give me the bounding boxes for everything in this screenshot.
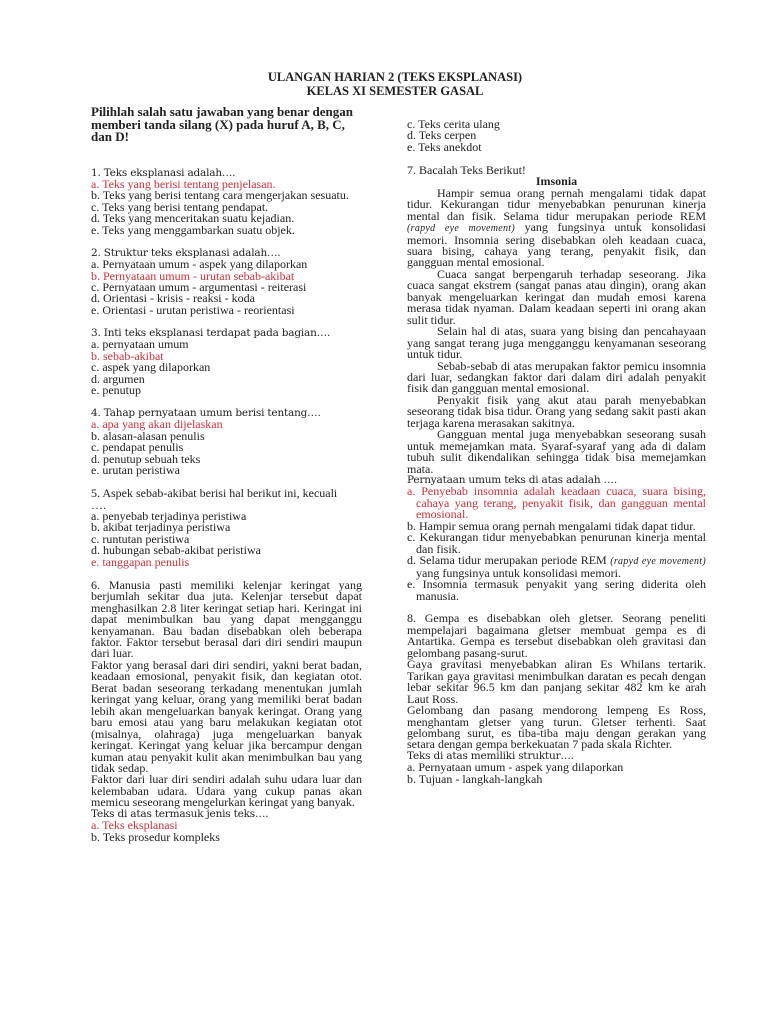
question-6 (91, 577, 362, 844)
option-c[interactable]: c. Teks yang berisi tentang pendapat. (91, 199, 269, 214)
instructions: Pilihlah salah satu jawaban yang benar dengan memberi tanda silang (X) pada huruf A, B, C, dan D! (91, 104, 353, 144)
question-1 (91, 168, 362, 237)
option-e[interactable]: e. penutup (91, 383, 141, 398)
question-stem: 2. Struktur teks eksplanasi adalah…. (91, 246, 281, 259)
text: d. Selama tidur merupakan periode REM (407, 553, 611, 568)
question-stem: Pernyataan umum teks di atas adalah …. (407, 474, 617, 487)
question-stem: 4. Tahap pernyataan umum berisi tentang…. (91, 406, 321, 419)
option-c[interactable]: c. Teks cerita ulang (407, 117, 500, 131)
option-c[interactable]: c. pendapat penulis (91, 440, 184, 455)
passage-paragraph: Gaya gravitasi menyebabkan aliran Es Whilans tertarik. Tarikan gaya gravitasi menimbulkan daratan es pecah dengan lebar sekitar 96.5 km dan panjang sekitar 482 km ke arah Laut Ross. (407, 657, 706, 706)
option-b[interactable]: b. Hampir semua orang pernah mengalami tidak dapat tidur. (407, 518, 696, 533)
option-a-answer[interactable]: a. Teks yang berisi tentang penjelasan. (91, 176, 276, 191)
passage-paragraph (407, 185, 707, 270)
question-stem: 1. Teks eksplanasi adalah…. (91, 166, 236, 179)
option-a-answer[interactable]: a. Penyebab insomnia adalah keadaan cuaca, suara bising, cahaya yang terang, penyakit fisik, dan gangguan mental emosional. (407, 484, 706, 522)
page-title (0, 70, 768, 98)
option-d[interactable] (407, 555, 706, 579)
passage-title: Imsonia (535, 174, 578, 189)
passage-paragraph: 8. Gempa es disebabkan oleh gletser. Seorang peneliti mempelajari bagaimana gletser membuat gempa es di Antartika. Gempa es tersebut disebabkan oleh gravitasi dan gelombang pasang-surut. (407, 611, 706, 660)
option-b[interactable]: b. Teks prosedur kompleks (91, 829, 220, 844)
question-intro: 7. Bacalah Teks Berikut! (407, 162, 526, 177)
passage-paragraph: Gangguan mental juga menyebabkan seseorang susah untuk memejamkan mata. Syaraf-syaraf yang ada di dalam tubuh sulit dikendalikan sehingga tidak bisa memejamkan mata. (407, 427, 706, 476)
option-d[interactable]: d. hubungan sebab-akibat peristiwa (91, 543, 261, 558)
question-stem: 5. Aspek sebab-akibat berisi hal berikut ini, kecuali …. (91, 486, 338, 512)
question-8 (407, 613, 706, 785)
passage-paragraph: Cuaca sangat berpengaruh terhadap seseorang. Jika cuaca sangat ekstrem (sangat panas atau dingin), orang akan banyak mengeluarkan keringat dan mudah emosi karena merasa tidak nyaman. Dalam keadaan seperti ini orang akan sulit tidur. (407, 266, 706, 327)
passage-paragraph: Faktor yang berasal dari diri sendiri, yakni berat badan, keadaan emosional, penyakit fisik, dan kegiatan otot. Berat badan seseorang terkadang menentukan jumlah keringat yang keluar, orang yang memiliki berat badan lebih akan mengeluarkan banyak keringat. Orang yang baru emosi atau yang baru melakukan kegiatan otot (misalnya, olahraga) juga mengeluarkan banyak keringat. Keringat yang keluar jika bercampur dengan kuman atau penyakit kulit akan menimbulkan bau yang tidak sedap. (91, 657, 362, 775)
option-d[interactable]: d. Teks cerpen (407, 128, 477, 143)
option-b[interactable]: b. alasan-alasan penulis (91, 428, 205, 443)
option-e[interactable]: e. Orientasi - urutan peristiwa - reorientasi (91, 302, 295, 317)
option-e[interactable]: e. Teks yang menggambarkan suatu objek. (91, 222, 295, 237)
option-a[interactable]: a. pernyataan umum (91, 337, 189, 352)
option-a[interactable]: a. penyebab terjadinya peristiwa (91, 509, 247, 524)
passage-paragraph: Faktor dari luar diri sendiri adalah suhu udara luar dan kelembaban udara. Udara yang cukup panas akan memicu seseorang mengelurkan keringat yang banyak. (91, 772, 362, 810)
option-e[interactable]: e. Insomnia termasuk penyakit yang sering diderita oleh manusia. (407, 577, 706, 603)
right-column (407, 119, 706, 785)
option-d[interactable]: d. Orientasi - krisis - reaksi - koda (91, 291, 255, 306)
option-b[interactable]: b. Teks yang berisi tentang cara mengerjakan sesuatu. (91, 188, 349, 203)
option-b[interactable]: b. akibat terjadinya peristiwa (91, 520, 231, 535)
question-6-continued (407, 119, 706, 153)
question-stem: 3. Inti teks eksplanasi terdapat pada bagian…. (91, 326, 331, 339)
passage-paragraph: Selain hal di atas, suara yang bising dan pencahayaan yang sangat terang juga mengganggu kenyamanan seseorang untuk tidur. (407, 324, 706, 362)
option-e[interactable]: e. urutan peristiwa (91, 463, 180, 478)
text: Hampir semua orang pernah mengalami tidak dapat tidur. Kekurangan tidur menyebabkan penurunan kinerja mental dan fisik. Selama tidur merupakan periode REM (407, 185, 706, 223)
option-b-answer[interactable]: b. Pernyataan umum - urutan sebab-akibat (91, 268, 295, 283)
question-3 (91, 328, 362, 397)
option-a-answer[interactable]: a. apa yang akan dijelaskan (91, 417, 223, 432)
question-2 (91, 248, 362, 317)
option-d[interactable]: d. argumen (91, 371, 145, 386)
question-4 (91, 408, 362, 477)
emphasis: (rapyd eye movement) (407, 223, 516, 235)
title-line-1: ULANGAN HARIAN 2 (TEKS EKSPLANASI) (267, 70, 523, 84)
option-a[interactable]: a. Pernyataan umum - aspek yang dilaporkan (91, 257, 308, 272)
question-7 (407, 162, 707, 603)
question-stem: Teks di atas termasuk jenis teks…. (91, 807, 269, 820)
title-line-2: KELAS XI SEMESTER GASAL (306, 84, 484, 98)
option-c[interactable]: c. aspek yang dilaporkan (91, 360, 211, 375)
option-b-answer[interactable]: b. sebab-akibat (91, 348, 164, 363)
option-c[interactable]: c. Kekurangan tidur menyebabkan penurunan kinerja mental dan fisik. (407, 530, 706, 556)
emphasis: (rapyd eye movement) (610, 556, 706, 568)
option-c[interactable]: c. Pernyataan umum - argumentasi - reiterasi (91, 280, 307, 295)
left-column (91, 106, 362, 843)
question-stem: Teks di atas memiliki struktur…. (407, 749, 574, 762)
option-b[interactable]: b. Tujuan - langkah-langkah (407, 771, 543, 786)
option-d[interactable]: d. penutup sebuah teks (91, 451, 201, 466)
option-d[interactable]: d. Teks yang menceritakan suatu kejadian. (91, 211, 295, 226)
text: yang fungsinya untuk konsolidasi memori. (416, 565, 621, 580)
passage-paragraph: Sebab-sebab di atas merupakan faktor pemicu insomnia dari luar, sedangkan faktor dari dalam diri adalah penyakit fisik dan gangguan mental emosional. (407, 358, 706, 396)
passage-paragraph: 6. Manusia pasti memiliki kelenjar keringat yang berjumlah sekitar dua juta. Kelenjar tersebut dapat menghasilkan 2.8 liter keringat setiap hari. Keringat ini dapat menimbulkan bau yang dapat mengganggu kenyamanan. Bau badan disebabkan oleh beberapa faktor. Faktor tersebut berasal dari diri sendiri maupun dari luar. (91, 577, 362, 661)
passage-paragraph: Gelombang dan pasang mendorong lempeng Es Ross, menghantam gletser yang turun. Gletser terhenti. Saat gelombang surut, es tiba-tiba maju dengan gerakan yang setara dengan gempa berkekuatan 7 pada skala Richter. (407, 703, 706, 752)
text: yang fungsinya untuk konsolidasi memori. Insomnia sering disebabkan oleh keadaan cuaca, suara bising, cahaya yang terang, penyakit fisik, dan gangguan mental emosional. (407, 220, 707, 270)
option-e[interactable]: e. Teks anekdot (407, 139, 482, 154)
option-a[interactable]: a. Pernyataan umum - aspek yang dilaporkan (407, 760, 624, 775)
option-a-answer[interactable]: a. Teks eksplanasi (91, 818, 178, 833)
option-e-answer[interactable]: e. tanggapan penulis (91, 554, 190, 569)
question-5 (91, 488, 362, 568)
passage-paragraph: Penyakit fisik yang akut atau parah menyebabkan seseorang tidak bisa tidur. Orang yang sedang sakit pasti akan terjaga karena merasakan sakitnya. (407, 392, 706, 430)
option-c[interactable]: c. runtutan peristiwa (91, 531, 190, 546)
